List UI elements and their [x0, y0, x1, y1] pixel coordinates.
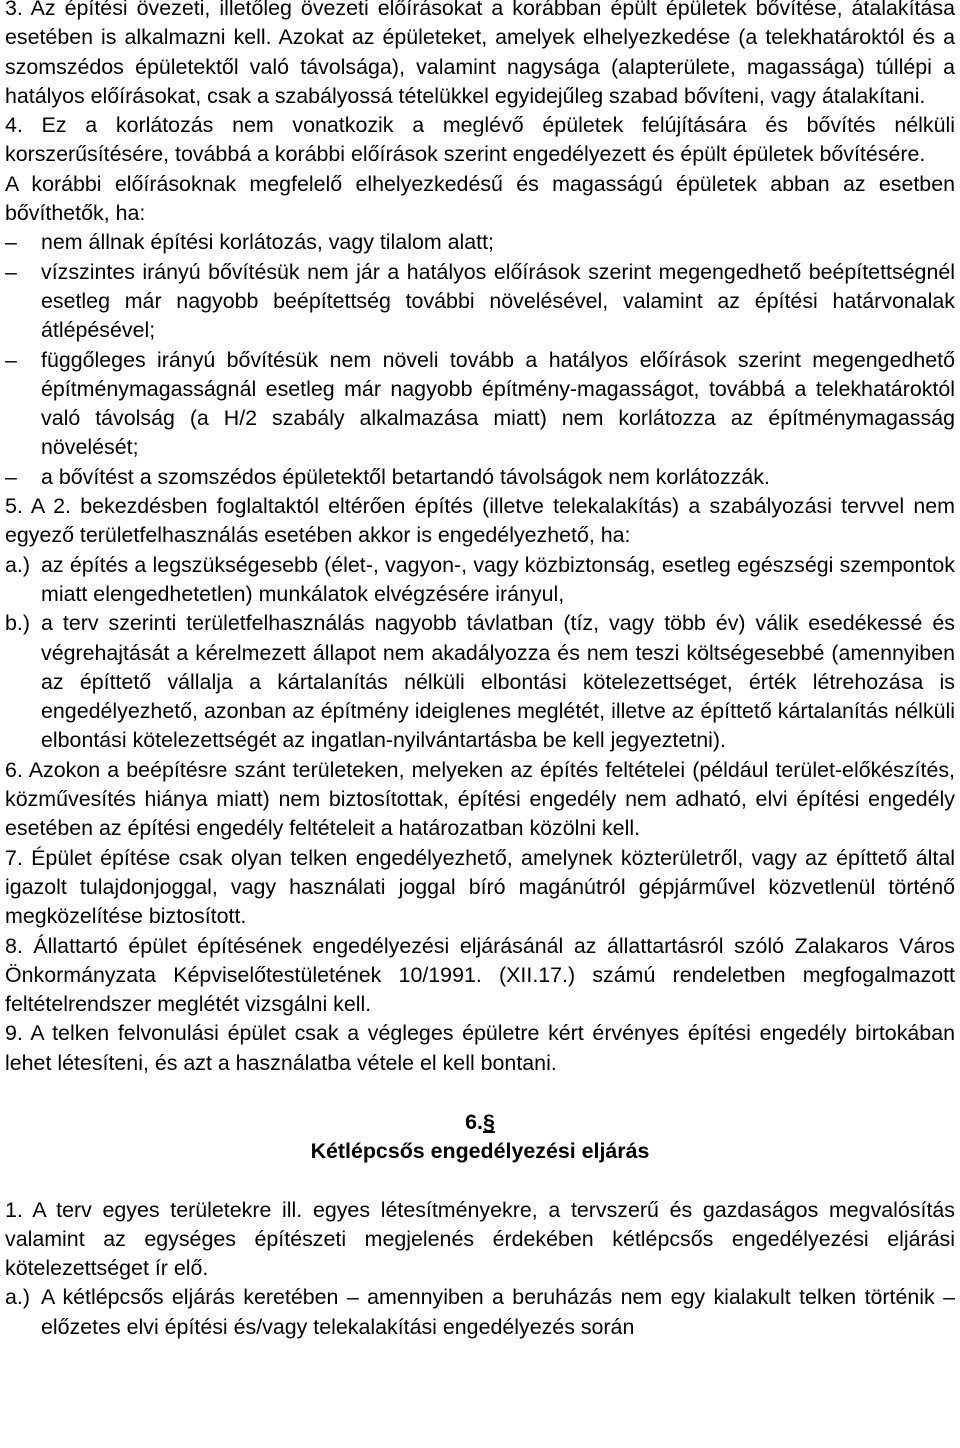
paragraph-9: 9. A telken felvonulási épület csak a végleges épületre kért érvényes építési engedély birtokában lehet létesíteni, és azt a használatba vétele el kell bontani. [5, 1021, 955, 1075]
paragraph-8: 8. Állattartó épület építésének engedélyezési eljárásánál az állattartásról szóló Zalakaros Város Önkormányzata Képviselőtestületének 10/1991. (XII.17.) számú rendeletben megfogalmazott feltételrendszer meglétét vizsgálni kell. [5, 933, 955, 1017]
section-number-text: 6. [465, 1109, 483, 1134]
list-item-text: a terv szerinti területfelhasználás nagyobb távlatban (tíz, vagy több év) válik esedékessé és végrehajtását a kérelmezett állapot nem akadályozza és nem teszi költségesebbé (amennyiben az építtető vállalja a kártalanítás nélküli elbontási kötelezettséget, érték létrehozása is engedélyezhető, azonban az építmény ideiglenes meglétét, illetve az építtető kártalanítás nélküli elbontási kötelezettségét az ingatlan-nyilvántartásba be kell jegyeztetni). [41, 611, 955, 753]
section-title: Kétlépcsős engedélyezési eljárás [310, 1139, 650, 1164]
paragraph-7: 7. Épület építése csak olyan telken engedélyezhető, amelynek közterületről, vagy az építtető által igazolt tulajdonjoggal, vagy használati joggal bíró magánútról gépjárművel közvetlenül történő megközelítése biztosított. [5, 845, 955, 929]
list-item-text: nem állnak építési korlátozás, vagy tilalom alatt; [41, 230, 494, 255]
list-item-label: a.) [5, 1285, 30, 1310]
section6-paragraph-1: 1. A terv egyes területekre ill. egyes létesítményekre, a tervszerű és gazdaságos megvalósítás valamint az egységes építészeti megjelenés érdekében kétlépcsős engedélyezési eljárási kötelezettséget ír elő. [5, 1197, 955, 1281]
list-item [5, 228, 955, 257]
paragraph-4: 4. Ez a korlátozás nem vonatkozik a meglévő épületek felújítására és bővítés nélküli korszerűsítésére, továbbá a korábbi előírások szerint engedélyezett és épült épületek bővítésére. [5, 113, 955, 167]
dash-bullet-icon: – [5, 230, 17, 255]
list-item-text: a bővítést a szomszédos épületektől betartandó távolságok nem korlátozzák. [41, 464, 770, 489]
list-item [5, 258, 955, 346]
list-item-text: az építés a legszükségesebb (élet-, vagyon-, vagy közbiztonság, esetleg egészségi szempontok miatt elengedhetetlen) munkálatok elvégzésére irányul, [41, 552, 955, 606]
list-item [5, 346, 955, 463]
list-item [5, 609, 955, 755]
paragraph-6: 6. Azokon a beépítésre szánt területeken, melyeken az építés feltételei (például terület-előkészítés, közművesítés hiánya miatt) nem biztosítottak, építési engedély nem adható, elvi építési engedély esetében az építési engedély feltételeit a határozatban közölni kell. [5, 757, 955, 841]
dash-bullet-icon: – [5, 259, 17, 284]
dash-bullet-icon: – [5, 464, 17, 489]
list-item-text: A kétlépcsős eljárás keretében – amennyiben a beruházás nem egy kialakult telken történik – előzetes elvi építési és/vagy telekalakítási engedélyezés során [41, 1285, 955, 1339]
paragraph-4-conditions-intro: A korábbi előírásoknak megfelelő elhelyezkedésű és magasságú épületek abban az esetben bővíthetők, ha: [5, 171, 955, 226]
section-sign-icon: § [482, 1109, 495, 1134]
dash-bullet-icon: – [5, 347, 17, 372]
list-item [5, 551, 955, 610]
paragraph-5: 5. A 2. bekezdésben foglaltaktól eltérően építés (illetve telekalakítás) a szabályozási tervvel nem egyező területfelhasználás esetében akkor is engedélyezhető, ha: [5, 494, 955, 548]
section-number [5, 1108, 955, 1137]
list-item [5, 463, 955, 492]
paragraph-3: 3. Az építési övezeti, illetőleg övezeti előírásokat a korábban épült épületek bővítése, átalakítása esetében is alkalmazni kell. Azokat az épületeket, amelyek elhelyezkedése (a telekhatároktól és a szomszédos épületektől való távolsága), valamint nagysága (alapterülete, magassága) túllépi a hatályos előírásokat, csak a szabályossá tételükkel egyidejűleg szabad bővíteni, vagy átalakítani. [5, 0, 955, 108]
condition-list [5, 228, 955, 492]
list-item-text: függőleges irányú bővítésük nem növeli tovább a hatályos előírások szerint megengedhető építménymagasságnál esetleg már nagyobb építmény-magasságot, továbbá a telekhatároktól való távolság (a H/2 szabály alkalmazása miatt) nem korlátozza az építménymagasság növelését; [41, 347, 955, 460]
list-item-label: a.) [5, 552, 30, 577]
list-item-text: vízszintes irányú bővítésük nem jár a hatályos előírások szerint megengedhető beépítettségnél esetleg már nagyobb beépítettség további növelésével, valamint az építési határvonalak átlépésével; [41, 259, 955, 343]
list-item-label: b.) [5, 611, 30, 636]
list-item [5, 1283, 955, 1342]
spacer [5, 1167, 955, 1196]
